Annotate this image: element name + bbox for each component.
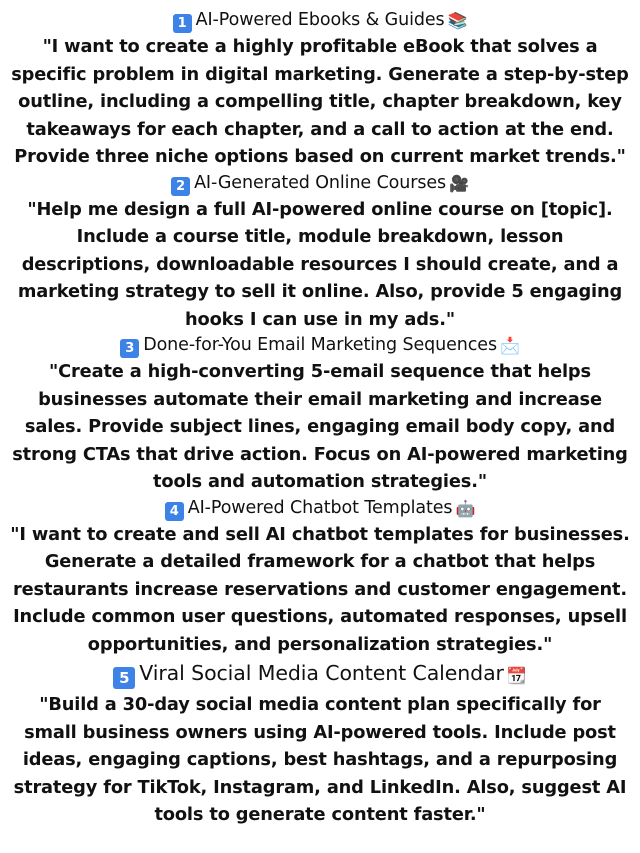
section-courses	[10, 171, 630, 334]
section-title: Done-for-You Email Marketing Sequences	[143, 335, 497, 355]
section-email	[10, 333, 630, 496]
prompt-text: "I want to create and sell AI chatbot templates for businesses. Generate a detailed framework for a chatbot that helps restaurants increase reservations and customer engagement. Include common user questions, automated responses, upsell opportunities, and personalization strategies."	[10, 523, 630, 655]
section-heading	[10, 496, 630, 521]
section-chatbot	[10, 496, 630, 659]
section-title: Viral Social Media Content Calendar	[139, 661, 504, 685]
calendar-icon: 📆	[506, 666, 527, 685]
number-badge: 3	[120, 339, 139, 358]
section-heading	[10, 333, 630, 358]
number-badge: 1	[173, 14, 192, 33]
prompt-text: "Build a 30-day social media content plan specifically for small business owners using AI-powered tools. Include post ideas, engaging captions, best hashtags, and a repurposing strategy for TikTok, Instagram, and LinkedIn. Also, suggest AI tools to generate content faster."	[13, 694, 627, 825]
section-title: AI-Powered Chatbot Templates	[187, 497, 453, 518]
number-badge: 2	[171, 177, 190, 196]
section-ebooks	[10, 8, 630, 171]
section-social	[10, 658, 630, 829]
prompt-text: "I want to create a highly profitable eBook that solves a specific problem in digital marketing. Generate a step-by-step outline, including a compelling title, chapter breakdown, key takeaways for each chapter, and a call to action at the end. Provide three niche options based on current market trends."	[11, 36, 629, 167]
section-title: AI-Generated Online Courses	[194, 172, 447, 193]
section-heading	[10, 171, 630, 196]
number-badge: 5	[113, 667, 135, 689]
envelope-icon: 📩	[499, 336, 520, 355]
section-heading	[10, 8, 630, 33]
section-heading	[10, 658, 630, 691]
video-camera-icon: 🎥	[449, 173, 469, 193]
prompt-text: "Create a high-converting 5-email sequence that helps businesses automate their email marketing and increase sales. Provide subject lines, engaging email body copy, and strong CTAs that drive action. Focus on AI-powered marketing tools and automation strategies."	[12, 361, 628, 492]
prompt-text: "Help me design a full AI-powered online course on [topic]. Include a course title, module breakdown, lesson descriptions, downloadable resources I should create, and a marketing strategy to sell it online. Also, provide 5 engaging hooks I can use in my ads."	[17, 198, 623, 330]
number-badge: 4	[165, 502, 184, 521]
section-title: AI-Powered Ebooks & Guides	[195, 10, 445, 30]
books-icon: 📚	[447, 11, 468, 30]
robot-icon: 🤖	[455, 498, 476, 518]
